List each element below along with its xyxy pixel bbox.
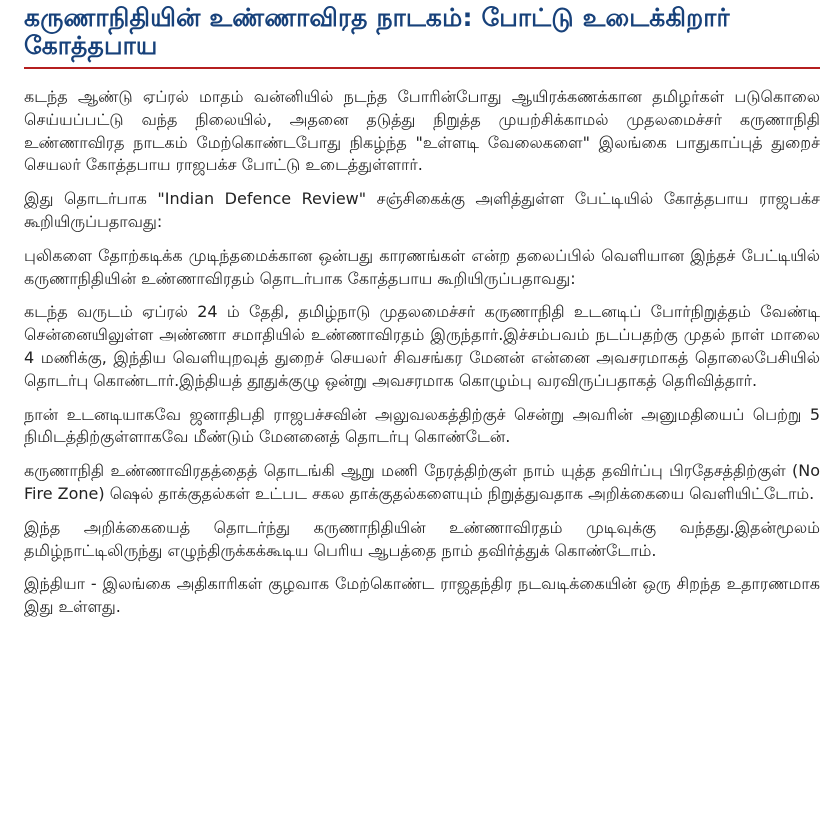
article-paragraph-2: இது தொடர்பாக "Indian Defence Review" சஞ்சிகைக்கு அளித்துள்ள பேட்டியில் கோத்தபாய ராஜபக்ச கூறியிருப்பதாவது:	[24, 189, 820, 231]
article-paragraph-7: இந்த அறிக்கையைத் தொடர்ந்து கருணாநிதியின் உண்ணாவிரதம் முடிவுக்கு வந்தது.இதன்மூலம் தமிழ்நாட்டிலிருந்து எழுந்திருக்கக்கூடிய பெரிய ஆபத்தை நாம் தவிர்த்துக் கொண்டோம்.	[24, 517, 820, 560]
article-body	[24, 86, 820, 630]
article-paragraph-8: இந்தியா - இலங்கை அதிகாரிகள் குழவாக மேற்கொண்ட ராஜதந்திர நடவடிக்கையின் ஒரு சிறந்த உதாரணமாக இது உள்ளது.	[24, 574, 820, 617]
article-paragraph-4: கடந்த வருடம் ஏப்ரல் 24 ம் தேதி, தமிழ்நாடு முதலமைச்சர் கருணாநிதி உடனடிப் போர்நிறுத்தம் வேண்டி சென்னையிலுள்ள அண்ணா சமாதியில் உண்ணாவிரதம் இருந்தார்.இச்சம்பவம் நடப்பதற்கு முதல் நாள் மாலை 4 மணிக்கு, இந்திய வெளியுறவுத் துறைச் செயலர் சிவசங்கர மேனன் என்னை அவசரமாகத் தொலைபேசியில் தொடர்பு கொண்டார்.இந்தியத் தூதுக்குழு ஒன்று அவசரமாக கொழும்பு வரவிருப்பதாகத் தெரிவித்தார்.	[24, 302, 820, 390]
article-paragraph-3: புலிகளை தோற்கடிக்க முடிந்தமைக்கான ஒன்பது காரணங்கள் என்ற தலைப்பில் வெளியான இந்தச் பேட்டியில் கருணாநிதியின் உண்ணாவிரதம் தொடர்பாக கோத்தபாய கூறியிருப்பதாவது:	[24, 245, 820, 288]
headline-divider	[24, 67, 820, 69]
article-paragraph-1: கடந்த ஆண்டு ஏப்ரல் மாதம் வன்னியில் நடந்த போரின்போது ஆயிரக்கணக்கான தமிழர்கள் படுகொலை செய்யப்பட்டு வந்த நிலையில், அதனை தடுத்து நிறுத்த முயற்சிக்காமல் முதலமைச்சர் கருணாநிதி உண்ணாவிரத நாடகம் மேற்கொண்டபோது நிகழ்ந்த "உள்ளடி வேலைகளை" இலங்கை பாதுகாப்புத் துறைச் செயலர் கோத்தபாய ராஜபக்ச போட்டு உடைத்துள்ளார்.	[24, 87, 820, 175]
article-headline: கருணாநிதியின் உண்ணாவிரத நாடகம்: போட்டு உடைக்கிறார் கோத்தபாய	[24, 3, 730, 60]
article-paragraph-5: நான் உடனடியாகவே ஜனாதிபதி ராஜபச்சவின் அலுவலகத்திற்குச் சென்று அவரின் அனுமதியைப் பெற்று 5 நிமிடத்திற்குள்ளாகவே மீண்டும் மேனனைத் தொடர்பு கொண்டேன்.	[24, 404, 821, 447]
article-paragraph-6: கருணாநிதி உண்ணாவிரதத்தைத் தொடங்கி ஆறு மணி நேரத்திற்குள் நாம் யுத்த தவிர்ப்பு பிரதேசத்திற்குள் (No Fire Zone) ஷெல் தாக்குதல்கள் உட்பட சகல தாக்குதல்களையும் நிறுத்துவதாக அறிக்கையை வெளியிட்டோம்.	[24, 461, 820, 503]
